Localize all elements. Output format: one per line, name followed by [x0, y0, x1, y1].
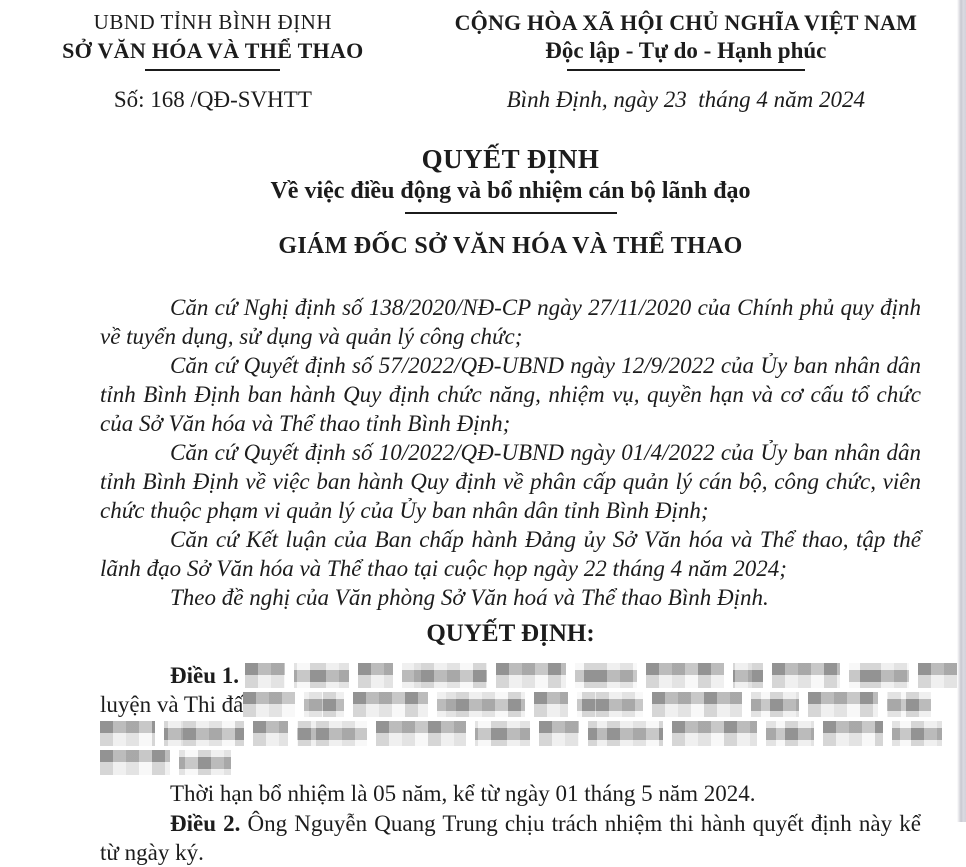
- redacted-text-block: [823, 721, 883, 746]
- redacted-text-block: [164, 721, 244, 746]
- article-1: [100, 661, 926, 777]
- agency-name: SỞ VĂN HÓA VÀ THỂ THAO: [62, 38, 364, 63]
- motto-underline: [567, 69, 805, 71]
- document-number: Số: 168 /QĐ-SVHTT: [113, 87, 312, 112]
- redacted-text-block: [575, 663, 637, 688]
- redacted-text-block: [376, 721, 466, 746]
- redacted-text-block: [402, 663, 487, 688]
- redacted-text-block: [100, 750, 170, 775]
- redacted-text-block: [646, 663, 724, 688]
- redacted-text-block: [294, 663, 349, 688]
- article-2-partial: [100, 809, 921, 867]
- redacted-text-block: [297, 721, 367, 746]
- subtitle-underline: [405, 212, 617, 214]
- recital-paragraph: Căn cứ Quyết định số 57/2022/QĐ-UBND ngày 12/9/2022 của Ủy ban nhân dân tỉnh Bình Định ban hành Quy định chức năng, nhiệm vụ, quyền hạn và cơ cấu tổ chức của Sở Văn hóa và Thể thao tỉnh Bình Định;: [100, 353, 921, 436]
- recital-paragraph: Căn cứ Quyết định số 10/2022/QĐ-UBND ngày 01/4/2022 của Ủy ban nhân dân tỉnh Bình Định về việc ban hành Quy định về phân cấp quản lý cán bộ, công chức, viên chức thuộc phạm vi quản lý của Ủy ban nhân dân tỉnh Bình Định;: [100, 440, 921, 523]
- recitals-section: [100, 293, 921, 612]
- national-header-block: [426, 10, 946, 113]
- parent-agency-name: UBND TỈNH BÌNH ĐỊNH: [93, 10, 333, 34]
- appointment-term-line: Thời hạn bổ nhiệm là 05 năm, kể từ ngày 01 tháng 5 năm 2024.: [170, 781, 756, 806]
- place-date-line: Bình Định, ngày 23 tháng 4 năm 2024: [506, 87, 866, 112]
- article-2-label: Điều 2.: [170, 811, 248, 836]
- article-2-text: Ông Nguyễn Quang Trung chịu trách nhiệm thi hành quyết định này kể từ ngày ký.: [100, 811, 921, 865]
- redacted-text-block: [577, 692, 643, 717]
- article-1-line: [100, 690, 926, 719]
- redacted-text-block: [475, 721, 530, 746]
- redacted-text-block: [304, 692, 344, 717]
- agency-underline: [145, 69, 280, 71]
- redacted-text-block: [245, 663, 285, 688]
- redacted-text-block: [766, 721, 814, 746]
- decision-heading: QUYẾT ĐỊNH:: [426, 620, 595, 647]
- issuing-agency-block: [0, 10, 426, 113]
- national-motto-line2: Độc lập - Tự do - Hạnh phúc: [545, 38, 827, 63]
- redacted-text-block: [243, 692, 295, 717]
- redacted-text-block: [534, 692, 568, 717]
- article-1-wrap-text: luyện và Thi đấ: [100, 691, 244, 717]
- redacted-text-block: [733, 663, 763, 688]
- issuing-authority: GIÁM ĐỐC SỞ VĂN HÓA VÀ THỂ THAO: [278, 233, 743, 259]
- redacted-text-block: [179, 750, 231, 775]
- redacted-text-block: [672, 721, 757, 746]
- article-1-line: [100, 748, 926, 777]
- document-header: [0, 10, 946, 113]
- redacted-text-block: [496, 663, 566, 688]
- redacted-text-block: [808, 692, 878, 717]
- national-motto-line1: CỘNG HÒA XÃ HỘI CHỦ NGHĨA VIỆT NAM: [454, 10, 918, 35]
- redacted-text-block: [353, 692, 428, 717]
- page-edge-shadow: [957, 0, 966, 822]
- redacted-text-block: [437, 692, 525, 717]
- document-title: QUYẾT ĐỊNH: [421, 144, 600, 174]
- recital-paragraph: Căn cứ Nghị định số 138/2020/NĐ-CP ngày 27/11/2020 của Chính phủ quy định về tuyển dụng, sử dụng và quản lý công chức;: [100, 295, 921, 349]
- redacted-text-block: [652, 692, 742, 717]
- redacted-text-block: [751, 692, 799, 717]
- article-1-label: Điều 1.: [170, 662, 245, 688]
- redacted-text-block: [588, 721, 663, 746]
- redacted-text-block: [358, 663, 393, 688]
- article-1-line: [100, 719, 926, 748]
- recital-paragraph: Theo đề nghị của Văn phòng Sở Văn hoá và Thể thao Bình Định.: [170, 585, 769, 610]
- redacted-text-block: [253, 721, 288, 746]
- redacted-text-block: [100, 721, 155, 746]
- title-block: [100, 144, 921, 260]
- redacted-text-block: [892, 721, 942, 746]
- recital-paragraph: Căn cứ Kết luận của Ban chấp hành Đảng ủy Sở Văn hóa và Thể thao, tập thể lãnh đạo Sở Văn hóa và Thể thao tại cuộc họp ngày 22 tháng 4 năm 2024;: [100, 527, 921, 581]
- redacted-text-block: [539, 721, 579, 746]
- document-subtitle: Về việc điều động và bổ nhiệm cán bộ lãnh đạo: [270, 178, 751, 204]
- article-1-line: [100, 661, 926, 690]
- redacted-text-block: [887, 692, 931, 717]
- redacted-text-block: [772, 663, 840, 688]
- redacted-text-block: [849, 663, 909, 688]
